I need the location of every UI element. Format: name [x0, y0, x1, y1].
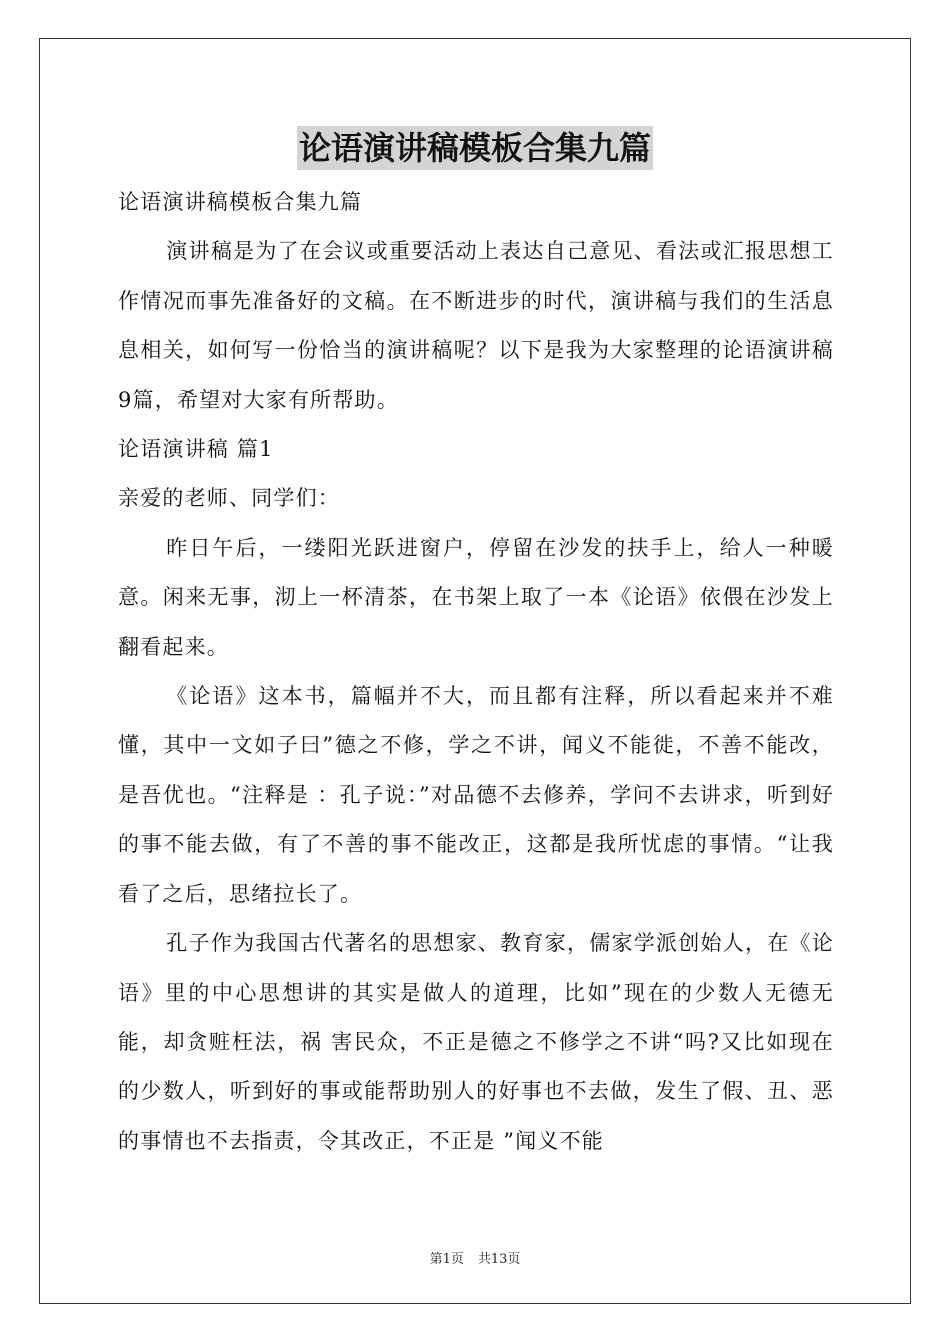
- paragraph-body-3: 孔子作为我国古代著名的思想家、教育家，儒家学派创始人，在《论语》里的中心思想讲的其实是做人的道理，比如”现在的少数人无德无能，却贪赃枉法，祸 害民众，不正是德之不修学之不讲“吗?又比如现在的少数人，听到好的事或能帮助别人的好事也不去做，发生了假、丑、恶的事情也不去指责，令其改正，不正是 ”闻义不能: [118, 931, 834, 1153]
- paragraph-subtitle: 论语演讲稿模板合集九篇: [118, 190, 363, 214]
- document-title: 论语演讲稿模板合集九篇: [297, 126, 653, 170]
- paragraph-salutation: 亲爱的老师、同学们：: [118, 486, 340, 511]
- paragraph-body-2: 《论语》这本书，篇幅并不大，而且都有注释，所以看起来并不难懂，其中一文如子曰”德之不修，学之不讲，闻义不能徙，不善不能改，是吾优也。“注释是 ：孔子说：”对品德不去修养，学问不去讲求，听到好的事不能去做，有了不善的事不能改正，这都是我所忧虑的事情。“让我看了之后，思绪拉长了。: [118, 684, 834, 906]
- document-body: [118, 178, 834, 1166]
- title-wrap: [0, 126, 950, 170]
- paragraph-intro: 演讲稿是为了在会议或重要活动上表达自己意见、看法或汇报思想工作情况而事先准备好的文稿。在不断进步的时代，演讲稿与我们的生活息息相关，如何写一份恰当的演讲稿呢？以下是我为大家整理的论语演讲稿9篇，希望对大家有所帮助。: [118, 239, 834, 412]
- paragraph-section-heading: 论语演讲稿 篇1: [118, 437, 274, 462]
- page-footer: [0, 1248, 950, 1267]
- paragraph-body-1: 昨日午后，一缕阳光跃进窗户，停留在沙发的扶手上，给人一种暖意。闲来无事，沏上一杯清茶，在书架上取了一本《论语》依偎在沙发上翻看起来。: [118, 535, 834, 659]
- page-number-total: 共13页: [477, 1252, 521, 1267]
- page-number-current: 第1页: [429, 1252, 464, 1267]
